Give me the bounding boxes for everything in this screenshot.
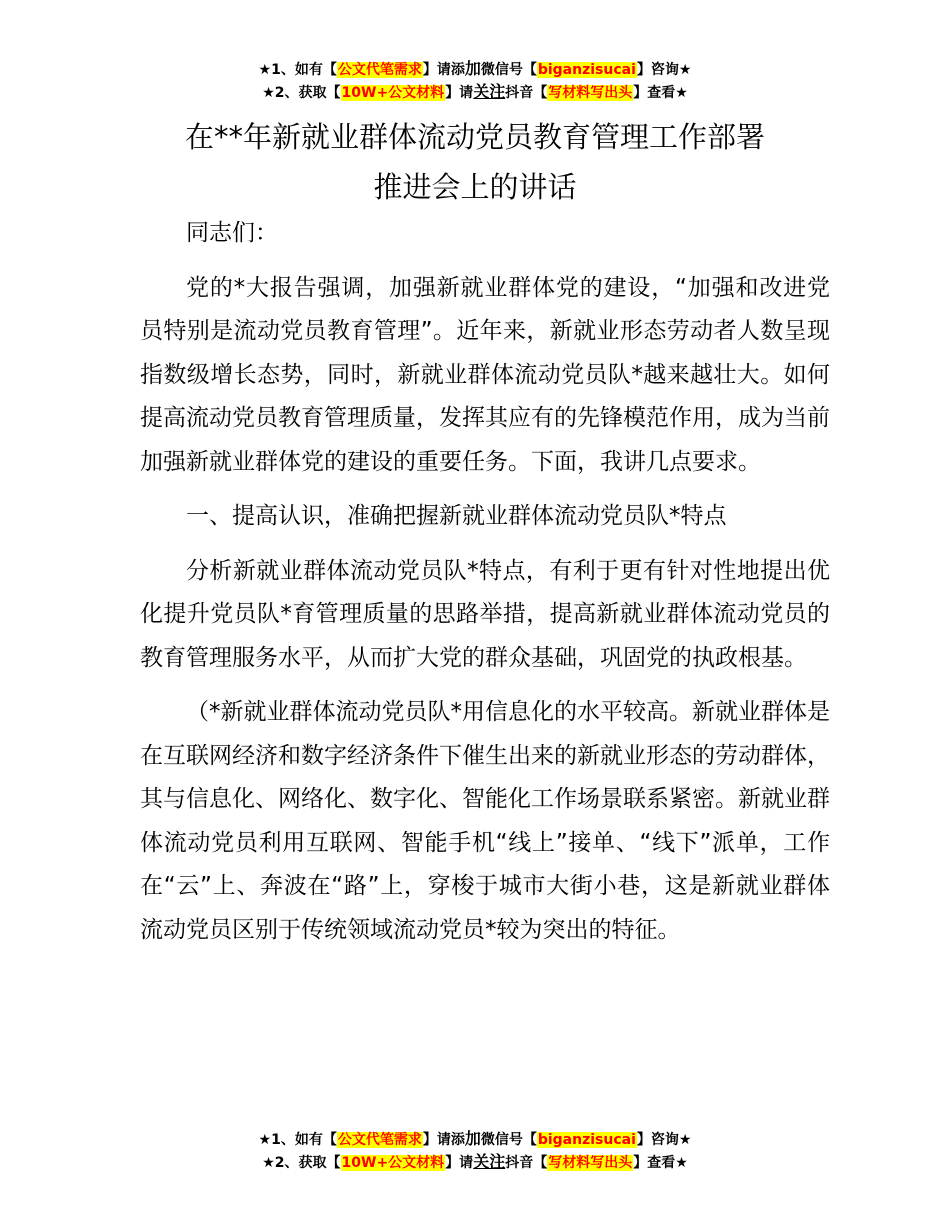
- body-paragraph: 党的*大报告强调，加强新就业群体党的建设，“加强和改进党员特别是流动党员教育管理”。近年来，新就业形态劳动者人数呈现指数级增长态势，同时，新就业群体流动党员队*越来越壮大。如何提高流动党员教育管理质量，发挥其应有的先锋模范作用，成为当前加强新就业群体党的建设的重要任务。下面，我讲几点要求。: [140, 274, 830, 475]
- promo-text: 】咨询★: [636, 62, 692, 78]
- promo-highlight: 公文代笔需求: [337, 1132, 422, 1148]
- promo-text: ★1、如有【: [258, 62, 337, 78]
- promo-banner-top: [0, 58, 950, 104]
- salutation: 同志们：: [186, 220, 278, 246]
- promo-text: 关注: [473, 82, 506, 101]
- promo-text: ★2、获取【: [262, 85, 341, 101]
- promo-text: 抖音【: [505, 85, 548, 101]
- title-line-2: 推进会上的讲话: [373, 170, 577, 204]
- promo-text: 】咨询★: [636, 1132, 692, 1148]
- douyin-id-highlight: 写材料写出头: [548, 85, 633, 101]
- promo-highlight: 10W+公文材料: [341, 85, 445, 101]
- promo-text: 】请: [445, 85, 474, 101]
- promo-highlight: 公文代笔需求: [337, 62, 422, 78]
- promo-line-1: [0, 58, 950, 81]
- promo-text: 加: [464, 59, 481, 78]
- promo-text: 】查看★: [633, 1155, 688, 1171]
- promo-line-1: [0, 1128, 950, 1151]
- promo-text: 】请: [445, 1155, 474, 1171]
- document-body: [140, 212, 830, 963]
- promo-line-2: [0, 1151, 950, 1174]
- douyin-id-highlight: 写材料写出头: [548, 1155, 633, 1171]
- promo-text: 抖音【: [505, 1155, 548, 1171]
- body-paragraph: 分析新就业群体流动党员队*特点，有利于更有针对性地提出优化提升党员队*育管理质量的思路举措，提高新就业群体流动党员的教育管理服务水平，从而扩大党的群众基础，巩固党的执政根基。: [140, 557, 830, 671]
- section-heading: 一、提高认识，准确把握新就业群体流动党员队*特点: [186, 503, 727, 529]
- promo-text: 微信号【: [480, 1132, 537, 1148]
- promo-text: 关注: [473, 1152, 506, 1171]
- promo-text: 】请添: [422, 62, 465, 78]
- document-title: [0, 112, 950, 212]
- title-line-1: 在**年新就业群体流动党员教育管理工作部署: [184, 120, 765, 154]
- promo-text: 微信号【: [480, 62, 537, 78]
- wechat-id-highlight: biganzisucai: [537, 1132, 636, 1148]
- promo-line-2: [0, 81, 950, 104]
- promo-banner-bottom: [0, 1128, 950, 1174]
- body-paragraph: （*新就业群体流动党员队*用信息化的水平较高。新就业群体是在互联网经济和数字经济条件下催生出来的新就业形态的劳动群体，其与信息化、网络化、数字化、智能化工作场景联系紧密。新就业群体流动党员利用互联网、智能手机“线上”接单、“线下”派单，工作在“云”上、奔波在“路”上，穿梭于城市大街小巷，这是新就业群体流动党员区别于传统领域流动党员*较为突出的特征。: [140, 699, 830, 943]
- promo-text: 】请添: [422, 1132, 465, 1148]
- wechat-id-highlight: biganzisucai: [537, 62, 636, 78]
- promo-text: 加: [464, 1129, 481, 1148]
- promo-text: ★2、获取【: [262, 1155, 341, 1171]
- promo-highlight: 10W+公文材料: [341, 1155, 445, 1171]
- promo-text: 】查看★: [633, 85, 688, 101]
- promo-text: ★1、如有【: [258, 1132, 337, 1148]
